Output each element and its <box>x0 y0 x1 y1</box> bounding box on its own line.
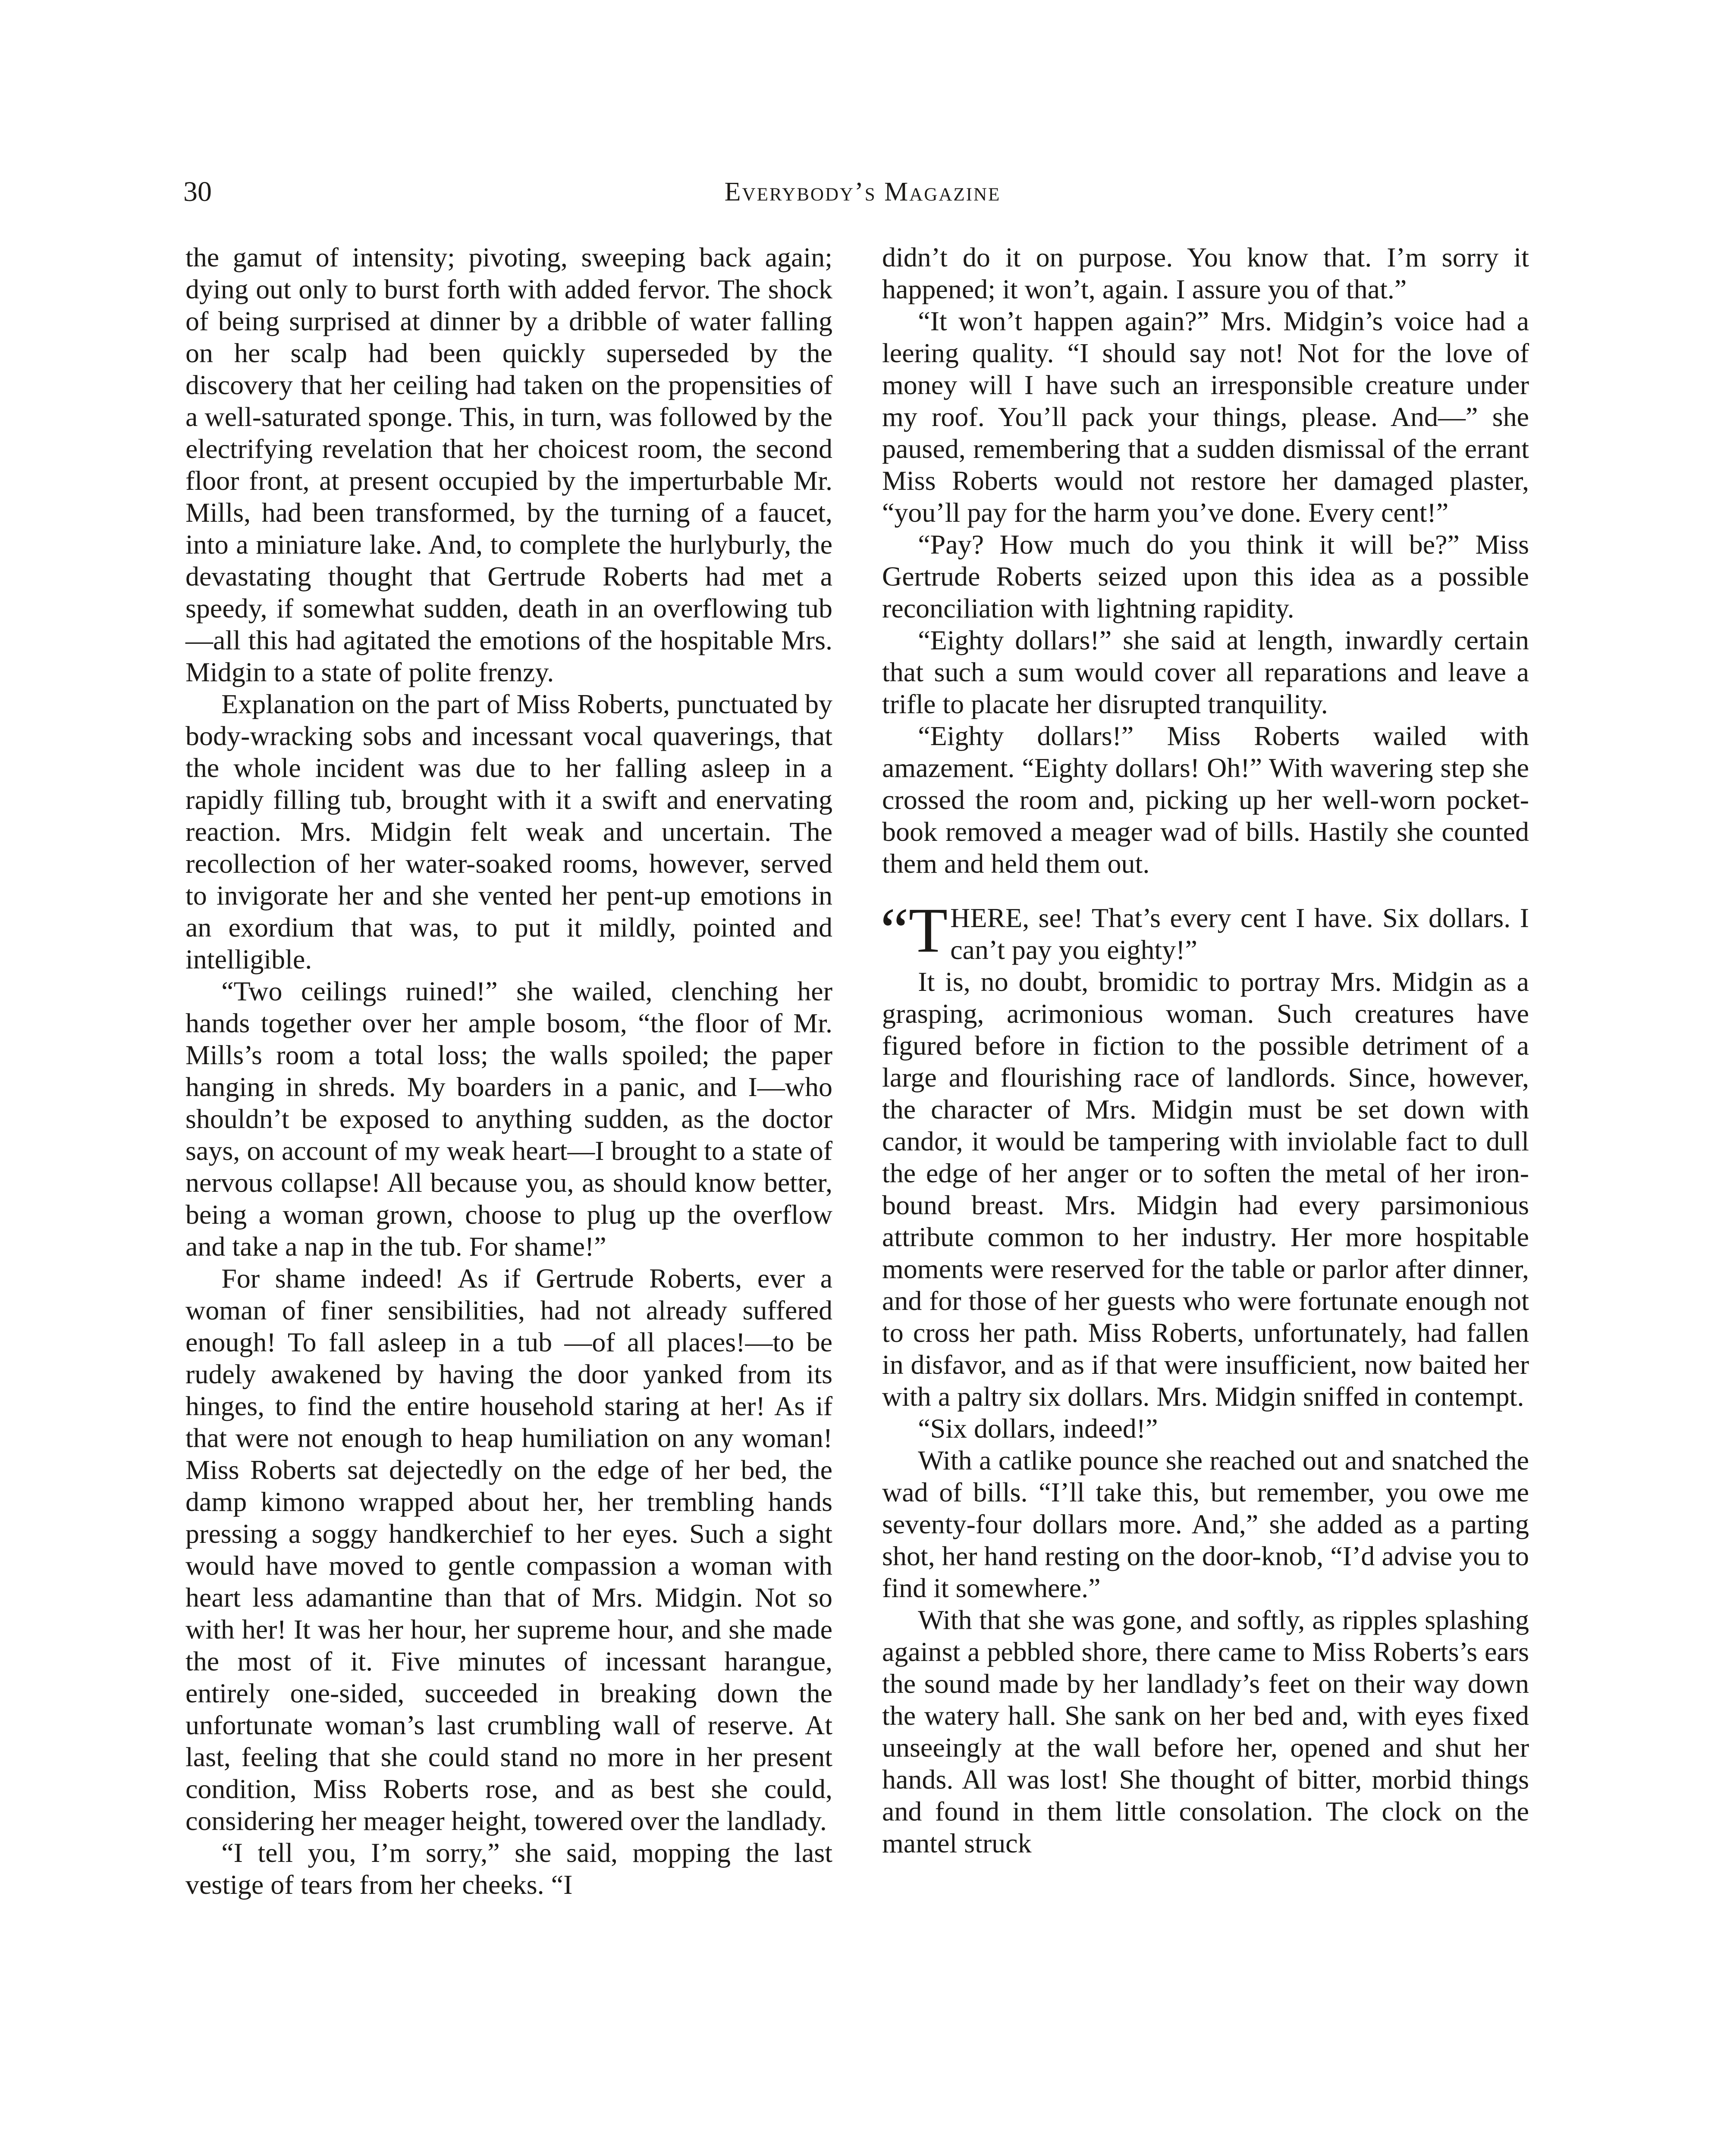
paragraph: With that she was gone, and softly, as ripples splashing against a pebbled shore, there came to Miss Roberts’s ears the sound made by her landlady’s feet on their way down the watery hall. She sank on her bed and, with eyes fixed unseeingly at the wall before her, opened and shut her hands. All was lost! She thought of bitter, morbid things and found in them little consolation. The clock on the mantel struck <box>882 1604 1529 1858</box>
right-column <box>882 241 1529 1859</box>
drop-cap <box>880 895 948 966</box>
drop-cap-quote: “ <box>880 895 909 966</box>
left-column <box>185 241 832 1901</box>
paragraph: “Six dollars, indeed!” <box>918 1413 1158 1444</box>
page-header <box>183 175 1542 209</box>
running-title: Everybody’s Magazine <box>724 177 1001 207</box>
section-opening-text: HERE, see! That’s every cent I have. Six dollars. I can’t pay you eighty!” <box>950 903 1529 965</box>
paragraph: the gamut of intensity; pivoting, sweeping back again; dying out only to burst forth with added fervor. The shock of being surprised at dinner by a dribble of water falling on her scalp had been quickly superseded by the discovery that her ceiling had taken on the propensities of a well-saturated sponge. This, in turn, was followed by the electrifying revelation that her choicest room, the second floor front, at present occupied by the imperturbable Mr. Mills, had been transformed, by the turning of a faucet, into a miniature lake. And, to complete the hurlyburly, the devastating thought that Gertrude Roberts had met a speedy, if somewhat sudden, death in an overflowing tub—all this had agitated the emotions of the hospitable Mrs. Midgin to a state of polite frenzy. <box>185 242 832 687</box>
paragraph: With a catlike pounce she reached out and snatched the wad of bills. “I’ll take this, but remember, you owe me seventy-four dollars more. And,” she added as a parting shot, her hand resting on the door-knob, “I’d advise you to find it somewhere.” <box>882 1445 1529 1603</box>
paragraph: “It won’t happen again?” Mrs. Midgin’s voice had a leering quality. “I should say not! Not for the love of money will I have such an irresponsible creature under my roof. You’ll pack your things, please. And—” she paused, remembering that a sudden dismissal of the errant Miss Roberts would not restore her damaged plaster, “you’ll pay for the harm you’ve done. Every cent!” <box>882 306 1529 528</box>
paragraph: For shame indeed! As if Gertrude Roberts, ever a woman of finer sensibilities, had not already suffered enough! To fall asleep in a tub —of all places!—to be rudely awakened by having the door yanked from its hinges, to find the entire household staring at her! As if that were not enough to heap humiliation on any woman! Miss Roberts sat dejectedly on the edge of her bed, the damp kimono wrapped about her, her trembling hands pressing a soggy handkerchief to her eyes. Such a sight would have moved to gentle compassion a woman with heart less adamantine than that of Mrs. Midgin. Not so with her! It was her hour, her supreme hour, and she made the most of it. Five minutes of incessant harangue, entirely one-sided, succeeded in breaking down the unfortunate woman’s last crumbling wall of reserve. At last, feeling that she could stand no more in her present condition, Miss Roberts rose, and as best she could, considering her meager height, towered over the landlady. <box>185 1263 832 1836</box>
paragraph: “I tell you, I’m sorry,” she said, mopping the last vestige of tears from her cheeks. “I <box>185 1837 832 1900</box>
paragraph: It is, no doubt, bromidic to portray Mrs. Midgin as a grasping, acrimonious woman. Such creatures have figured before in fiction to the possible detriment of a large and flourishing race of landlords. Since, however, the character of Mrs. Midgin must be set down with candor, it would be tampering with inviolable fact to dull the edge of her anger or to soften the metal of her iron-bound breast. Mrs. Midgin had every parsimonious attribute common to her industry. Her more hospitable moments were reserved for the table or parlor after dinner, and for those of her guests who were fortunate enough not to cross her path. Miss Roberts, unfortunately, had fallen in disfavor, and as if that were insufficient, now baited her with a paltry six dollars. Mrs. Midgin sniffed in contempt. <box>882 966 1529 1412</box>
paragraph: “Two ceilings ruined!” she wailed, clenching her hands together over her ample bosom, “the floor of Mr. Mills’s room a total loss; the walls spoiled; the paper hanging in shreds. My boarders in a panic, and I—who shouldn’t be exposed to anything sudden, as the doctor says, on account of my weak heart—I brought to a state of nervous collapse! All because you, as should know better, being a woman grown, choose to plug up the overflow and take a nap in the tub. For shame!” <box>185 976 832 1262</box>
paragraph: “Pay? How much do you think it will be?” Miss Gertrude Roberts seized upon this idea as a possible reconciliation with lightning rapidity. <box>882 529 1529 624</box>
section-opening-paragraph <box>880 895 1529 966</box>
drop-cap-letter: T <box>908 895 948 966</box>
paragraph: didn’t do it on purpose. You know that. I’m sorry it happened; it won’t, again. I assure you of that.” <box>882 242 1529 304</box>
paragraph: “Eighty dollars!” she said at length, inwardly certain that such a sum would cover all reparations and leave a trifle to placate her disrupted tranquility. <box>882 625 1529 719</box>
paragraph: Explanation on the part of Miss Roberts, punctuated by body-wracking sobs and incessant vocal quaverings, that the whole incident was due to her falling asleep in a rapidly filling tub, brought with it a swift and enervating reaction. Mrs. Midgin felt weak and uncertain. The recollection of her water-soaked rooms, however, served to invigorate her and she vented her pent-up emotions in an exordium that was, to put it mildly, pointed and intelligible. <box>185 689 832 975</box>
page-number: 30 <box>183 176 212 207</box>
paragraph: “Eighty dollars!” Miss Roberts wailed with amazement. “Eighty dollars! Oh!” With wavering step she crossed the room and, picking up her well-worn pocket-book removed a meager wad of bills. Hastily she counted them and held them out. <box>882 721 1529 879</box>
